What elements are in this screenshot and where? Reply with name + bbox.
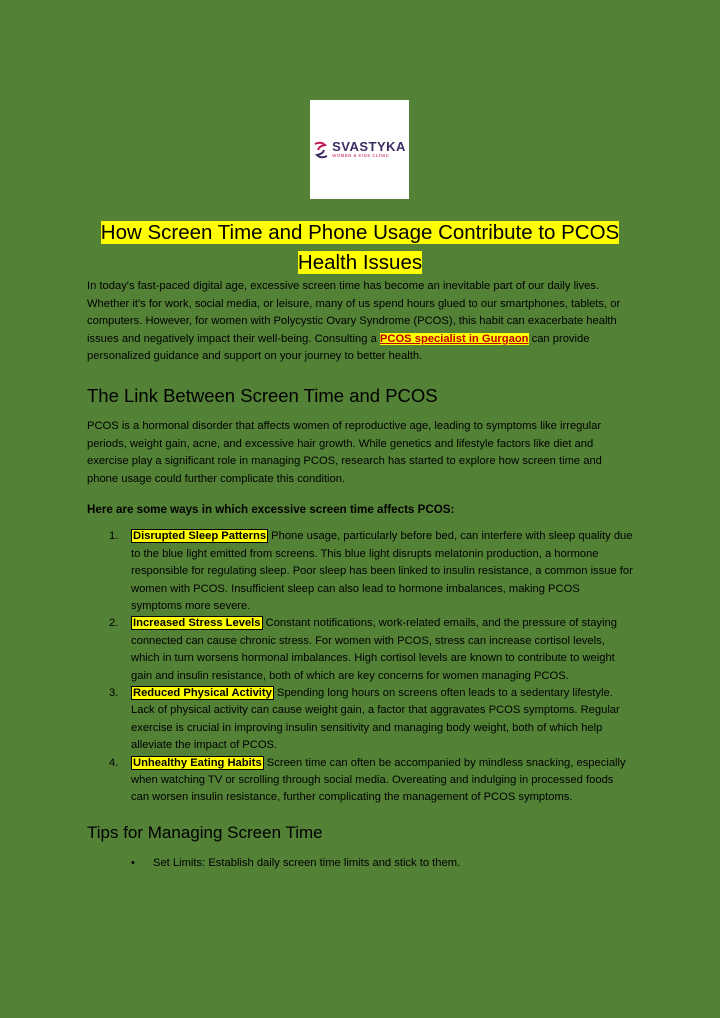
list-item: [87, 855, 633, 872]
section-heading-tips: Tips for Managing Screen Time: [87, 822, 323, 842]
list-item-text: Screen time can often be accompanied by mindless snacking, especially when watching TV or scrolling through social media. Overeating and indulging in processed foods can worsen insulin resistance, further complicating the management of PCOS symptoms.: [131, 756, 626, 804]
list-item-term: Disrupted Sleep Patterns: [133, 530, 267, 543]
list-item: [87, 528, 633, 615]
logo-tagline: WOMEN & KIDS CLINIC: [332, 153, 390, 159]
list-item-term: Increased Stress Levels: [133, 617, 261, 630]
list-item-number: 4.: [109, 756, 119, 769]
intro-text-after-link: can provide personalized guidance and support on your journey to better health.: [87, 332, 590, 363]
logo-wordmark: SVASTYKA: [332, 139, 406, 155]
list-item-text: Constant notifications, work-related emails, and the pressure of staying connected can cause chronic stress. For women with PCOS, stress can increase cortisol levels, which in turn worsens hormonal imbalances. High cortisol levels are known to contribute to weight gain and insulin resistance, both of which are key concerns for women managing PCOS.: [131, 617, 617, 682]
list-item-number: 1.: [109, 530, 119, 543]
list-item: [87, 615, 633, 685]
tips-list: [87, 855, 633, 872]
intro-text-before-link: In today's fast-paced digital age, excessive screen time has become an inevitable part of our daily lives. Whether it's for work, social media, or leisure, many of us spend hours glued to our smartphones, tablets, or computers. However, for women with Polycystic Ovary Syndrome (PCOS), this habit can exacerbate health issues and negatively impact their well-being. Consulting a: [87, 280, 621, 345]
pcos-specialist-link[interactable]: PCOS specialist in Gurgaon: [379, 332, 529, 345]
ways-subheading: Here are some ways in which excessive screen time affects PCOS:: [87, 503, 455, 517]
article: [87, 218, 633, 872]
list-item-term: Reduced Physical Activity: [133, 687, 272, 699]
article-title: [87, 218, 633, 278]
svastyka-logo-mark-icon: [313, 141, 329, 159]
bullet-icon: •: [131, 856, 135, 869]
list-item-term: Unhealthy Eating Habits: [133, 756, 262, 769]
title-line-2: Health Issues: [297, 251, 423, 274]
section-paragraph: PCOS is a hormonal disorder that affects women of reproductive age, leading to symptoms like irregular periods, weight gain, acne, and excessive hair growth. While genetics and lifestyle factors like diet and exercise play a significant role in managing PCOS, research has started to explore how screen time and phone usage could further complicate this condition.: [87, 419, 602, 485]
list-item: [87, 755, 633, 807]
list-item-number: 2.: [109, 617, 119, 630]
list-item-number: 3.: [109, 687, 119, 699]
intro-paragraph: [87, 278, 633, 366]
tip-text: Set Limits: Establish daily screen time limits and stick to them.: [153, 856, 461, 869]
effects-list: [87, 528, 633, 807]
section-heading-link: The Link Between Screen Time and PCOS: [87, 384, 438, 406]
list-item-text: Phone usage, particularly before bed, can interfere with sleep quality due to the blue light emitted from screens. This blue light disrupts melatonin production, a hormone responsible for regulating sleep. Poor sleep has been linked to insulin resistance, a common issue for women with PCOS. Insufficient sleep can also lead to hormone imbalances, making PCOS symptoms more severe.: [131, 530, 633, 612]
clinic-logo: [310, 100, 409, 199]
list-item-text: Spending long hours on screens often leads to a sedentary lifestyle. Lack of physical activity can cause weight gain, a factor that aggravates PCOS symptoms. Regular exercise is crucial in improving insulin sensitivity and managing body weight, both of which help alleviate the impact of PCOS.: [131, 687, 620, 752]
title-line-1: How Screen Time and Phone Usage Contribute to PCOS: [100, 221, 620, 244]
list-item: [87, 685, 633, 755]
